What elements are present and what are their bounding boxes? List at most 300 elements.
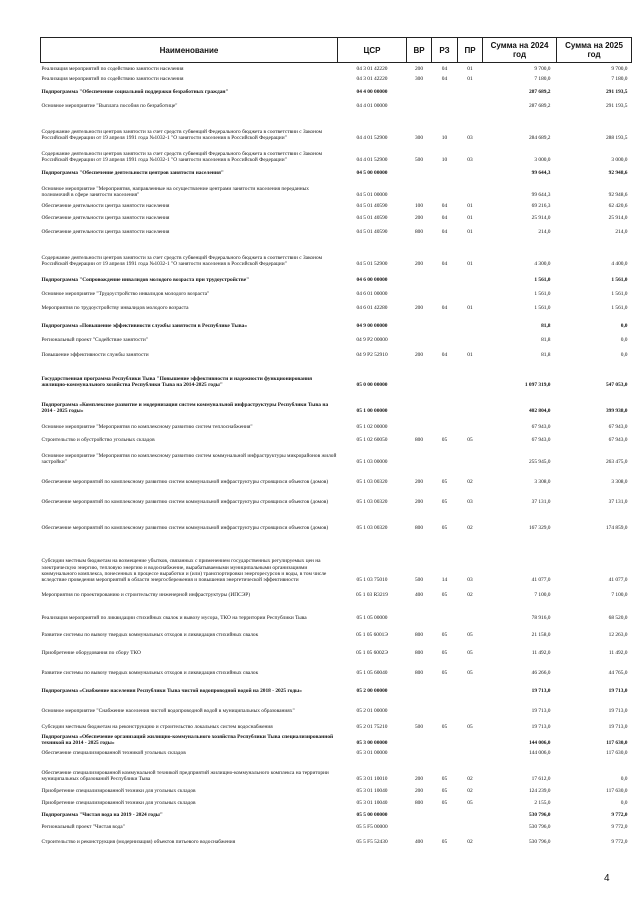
- row-name: Содержание деятельности центров занятости за счет средств субвенций Федерального бюджета в соответствии с Законом Российской Федерации от 19 апреля 1991 года №1032-1 "О занятости населения в Российской Федерации": [41, 150, 322, 164]
- row-vr: [407, 599, 432, 622]
- row-rz: 05: [441, 788, 448, 795]
- table-row: [41, 210, 632, 222]
- budget-table: [40, 37, 632, 846]
- row-sum-2025: 4 400,0: [611, 261, 628, 268]
- row-pr: 01: [467, 261, 473, 268]
- row-name: Подпрограмма «Повышение эффективности службы занятости в Республике Тыва»: [41, 323, 248, 330]
- row-pr: 03: [467, 157, 473, 164]
- row-csr: 05 1 00 00000: [356, 408, 388, 415]
- row-rz: [432, 330, 458, 344]
- row-sum-2025: 7 180,0: [611, 76, 628, 83]
- row-rz: 05: [441, 499, 448, 506]
- row-vr: [407, 415, 432, 431]
- row-pr: [458, 268, 483, 284]
- row-csr: 05 1 05 00000: [356, 615, 388, 622]
- table-row: [41, 73, 632, 83]
- row-sum-2024: 99 644,3: [531, 170, 551, 177]
- row-csr: 05 1 03 R3219: [356, 592, 388, 599]
- table-row: [41, 747, 632, 757]
- row-csr: 04 9 00 00000: [356, 323, 388, 330]
- row-vr: [407, 731, 432, 747]
- row-sum-2025: 67 943,0: [608, 424, 628, 431]
- row-csr: 05 3 00 00000: [356, 740, 388, 747]
- row-sum-2024: 284 689,2: [528, 135, 551, 142]
- table-row: [41, 312, 632, 330]
- row-pr: 02: [467, 479, 473, 486]
- table-row: [41, 695, 632, 715]
- row-name: Субсидии местным бюджетам на возмещение убытков, связанных с применением государственных регулируемых цен на электрическую энергию, тепловую энергию и водоснабжение, вырабатываемыми муниципальными организациями коммунального комплекса, понесенных в процессе выработки и (или) транспортировки энергоресурсов и воды, в том числе вследствие проведения мероприятий в области энергосбережения и повышения энергетической эффективности: [41, 558, 327, 584]
- row-sum-2025: 547 053,0: [605, 382, 628, 389]
- row-vr: [407, 164, 432, 177]
- row-name: Обеспечение мероприятий по комплексному развитию систем коммунальной инфраструктуры строящихся объектов (домов): [41, 479, 329, 486]
- table-row: [41, 110, 632, 142]
- row-sum-2025: 9 772,0: [611, 839, 628, 846]
- row-name: Развитие системы по вывозу твердых коммунальных отходов и ликвидация стихийных свалок: [41, 670, 259, 677]
- row-name: Обеспечение специализированной коммунальной техникой предприятий жилищно-коммунального комплекса на территории муниципальных образований Республики Тыва: [41, 769, 329, 783]
- row-rz: [432, 747, 458, 757]
- row-sum-2025: 0,0: [620, 800, 628, 807]
- row-pr: [458, 389, 483, 415]
- table-row: [41, 444, 632, 466]
- row-pr: [458, 695, 483, 715]
- row-sum-2025: 19 713,0: [608, 708, 628, 715]
- row-vr: 800: [414, 525, 424, 532]
- row-sum-2024: 7 100,0: [534, 592, 551, 599]
- row-vr: [407, 819, 432, 831]
- row-csr: 04 6 01 42280: [356, 305, 388, 312]
- row-name: Основное мероприятие "Мероприятия по комплексному развитию систем теплоснабжения": [41, 424, 253, 431]
- row-csr: 04 9 P2 52910: [356, 352, 388, 359]
- table-row: [41, 268, 632, 284]
- row-pr: 02: [467, 776, 473, 783]
- row-rz: 04: [441, 352, 448, 359]
- table-row: [41, 506, 632, 532]
- row-rz: 05: [441, 650, 448, 657]
- row-sum-2025: 92 948,6: [608, 192, 628, 199]
- row-name: Подпрограмма "Сопровождение инвалидов молодого возраста при трудоустройстве": [41, 277, 250, 284]
- row-sum-2025: 7 100,0: [611, 592, 628, 599]
- row-vr: 300: [414, 76, 424, 83]
- row-vr: [407, 96, 432, 110]
- row-sum-2024: 1 561,0: [534, 291, 551, 298]
- row-vr: 500: [414, 157, 424, 164]
- row-sum-2025: 67 943,0: [608, 437, 628, 444]
- table-row: [41, 677, 632, 695]
- row-sum-2025: 25 914,0: [608, 215, 628, 222]
- row-csr: 05 1 05 60040: [356, 670, 388, 677]
- row-sum-2025: 291 193,5: [605, 89, 628, 96]
- row-sum-2024: 46 266,0: [531, 670, 551, 677]
- row-sum-2025: 19 713,0: [608, 724, 628, 731]
- row-vr: [407, 747, 432, 757]
- table-row: [41, 298, 632, 312]
- row-csr: 05 5 F5 52430: [356, 839, 388, 846]
- row-csr: 04 5 01 40590: [356, 203, 388, 210]
- row-pr: [458, 312, 483, 330]
- row-vr: 200: [414, 261, 424, 268]
- row-vr: 800: [414, 650, 424, 657]
- row-name: Региональный проект "Содействие занятости": [41, 337, 148, 344]
- table-row: [41, 757, 632, 783]
- row-rz: [432, 695, 458, 715]
- row-name: Государственная программа Республики Тыва "Повышение эффективности и надежности функционирования жилищно-коммунального хозяйства Республики Тыва на 2014-2025 годы": [41, 375, 313, 389]
- row-vr: [407, 444, 432, 466]
- row-pr: [458, 330, 483, 344]
- row-csr: 04 3 01 42220: [356, 66, 388, 73]
- table-row: [41, 715, 632, 731]
- row-rz: 05: [441, 776, 448, 783]
- row-sum-2025: 11 492,0: [608, 650, 628, 657]
- row-sum-2024: 69 216,3: [531, 203, 551, 210]
- row-rz: 04: [441, 203, 448, 210]
- row-vr: [407, 312, 432, 330]
- col-header-rz: РЗ: [432, 38, 458, 63]
- row-pr: 03: [467, 135, 473, 142]
- row-csr: 05 1 05 6002Э: [356, 650, 388, 657]
- row-csr: 05 3 01 10010: [356, 776, 388, 783]
- row-sum-2025: 0,0: [620, 776, 628, 783]
- row-rz: 05: [441, 632, 448, 639]
- row-pr: [458, 677, 483, 695]
- row-csr: 04 5 01 52900: [356, 261, 388, 268]
- row-name: Мероприятия по проектированию и строительству инженерной инфраструктуры (ИПСЭР): [41, 592, 251, 599]
- row-csr: 05 1 05 6001Э: [356, 632, 388, 639]
- row-sum-2024: 530 796,0: [528, 839, 551, 846]
- row-rz: 05: [441, 437, 448, 444]
- row-sum-2025: 68 520,0: [608, 615, 628, 622]
- row-sum-2024: 144 006,0: [528, 740, 551, 747]
- table-row: [41, 783, 632, 795]
- row-name: Содержание деятельности центров занятости за счет средств субвенций Федерального бюджета в соответствии с Законом Российской Федерации от 19 апреля 1991 года №1032-1 "О занятости населения в Российской Федерации": [41, 128, 322, 142]
- row-sum-2025: 0,0: [620, 352, 628, 359]
- row-pr: 05: [467, 437, 473, 444]
- row-vr: [407, 177, 432, 199]
- row-rz: [432, 83, 458, 96]
- row-rz: [432, 599, 458, 622]
- row-csr: 04 5 01 00000: [356, 192, 388, 199]
- row-csr: 05 1 02 00000: [356, 424, 388, 431]
- row-sum-2025: 117 630,0: [606, 740, 628, 747]
- table-header-row: [41, 38, 632, 63]
- row-sum-2024: 3 000,0: [534, 157, 551, 164]
- row-pr: 01: [467, 229, 473, 236]
- row-name: Мероприятия по трудоустройству инвалидов молодого возраста: [41, 305, 189, 312]
- row-name: Обеспечение деятельности центра занятости населения: [41, 203, 170, 210]
- table-row: [41, 532, 632, 584]
- row-sum-2024: 11 492,0: [531, 650, 551, 657]
- row-name: Основное мероприятие "Выплата пособия по безработице": [41, 103, 178, 110]
- row-csr: 05 2 01 00000: [356, 708, 388, 715]
- row-vr: [407, 330, 432, 344]
- row-pr: 05: [467, 632, 473, 639]
- row-sum-2024: 99 644,3: [531, 192, 551, 199]
- row-name: Подпрограмма «Комплексное развитие и модернизация систем коммунальной инфраструктуры Республики Тыва на 2014 - 2025 годы»: [41, 401, 329, 415]
- row-rz: [432, 415, 458, 431]
- table-row: [41, 142, 632, 164]
- row-vr: 400: [414, 592, 424, 599]
- row-sum-2025: 214,0: [615, 229, 628, 236]
- row-sum-2024: 7 180,0: [534, 76, 551, 83]
- row-name: Подпрограмма "Обеспечение деятельности центров занятости населения": [41, 170, 224, 177]
- row-sum-2025: 117 630,0: [606, 750, 628, 757]
- row-csr: 05 1 03 75010: [356, 577, 388, 584]
- row-sum-2024: 402 804,0: [528, 408, 551, 415]
- row-name: Субсидии местным бюджетам на реконструкцию и строительство локальных систем водоснабжения: [41, 724, 273, 731]
- table-row: [41, 795, 632, 807]
- table-row: [41, 359, 632, 389]
- col-header-vr: ВР: [407, 38, 432, 63]
- row-vr: 200: [414, 776, 424, 783]
- row-pr: [458, 747, 483, 757]
- row-rz: 05: [441, 525, 448, 532]
- row-csr: 05 5 F5 00000: [356, 824, 388, 831]
- row-sum-2024: 17 612,0: [531, 776, 551, 783]
- row-sum-2025: 9 700,0: [611, 66, 628, 73]
- row-name: Обеспечение деятельности центра занятости населения: [41, 229, 170, 236]
- row-pr: 02: [467, 788, 473, 795]
- row-sum-2024: 19 713,0: [531, 688, 551, 695]
- row-sum-2025: 117 630,0: [606, 788, 628, 795]
- row-csr: 04 4 01 52900: [356, 135, 388, 142]
- row-rz: 04: [441, 76, 448, 83]
- page-number: 4: [604, 873, 610, 884]
- table-row: [41, 284, 632, 298]
- row-name: Приобретение специализированной техники для угольных складов: [41, 800, 196, 807]
- row-vr: 400: [414, 839, 424, 846]
- row-name: Основное мероприятие "Трудоустройство инвалидов молодого возраста": [41, 291, 210, 298]
- row-sum-2025: 263 475,0: [605, 459, 628, 466]
- table-row: [41, 431, 632, 444]
- row-csr: 04 4 00 00000: [356, 89, 388, 96]
- row-sum-2024: 1 561,0: [534, 277, 551, 284]
- row-name: Приобретение специализированной техники для угольных складов: [41, 788, 196, 795]
- row-name: Реализация мероприятий по ликвидации стихийных свалок и вывозу мусора, ТКО на территории Республики Тыва: [41, 615, 307, 622]
- row-pr: 01: [467, 352, 473, 359]
- table-row: [41, 236, 632, 268]
- table-row: [41, 622, 632, 639]
- row-rz: [432, 819, 458, 831]
- row-csr: 04 5 01 40590: [356, 215, 388, 222]
- row-pr: 03: [467, 499, 473, 506]
- table-row: [41, 63, 632, 73]
- row-sum-2025: 92 948,6: [608, 170, 628, 177]
- row-sum-2024: 214,0: [538, 229, 551, 236]
- row-name: Обеспечение мероприятий по комплексному развитию систем коммунальной инфраструктуры строящихся объектов (домов): [41, 499, 329, 506]
- col-header-sum-2025: Сумма на 2025 год: [557, 38, 632, 63]
- row-vr: 800: [414, 437, 424, 444]
- table-row: [41, 177, 632, 199]
- row-sum-2025: 19 713,0: [608, 688, 628, 695]
- row-csr: 05 2 01 75210: [356, 724, 388, 731]
- row-rz: 05: [441, 839, 448, 846]
- row-name: Реализация мероприятий по содействию занятости населения: [41, 66, 184, 73]
- table-row: [41, 831, 632, 846]
- row-name: Основное мероприятие "Снабжение населения чистой водопроводной водой в муниципальных образованиях": [41, 708, 295, 715]
- row-sum-2024: 167 329,0: [528, 525, 551, 532]
- row-rz: [432, 96, 458, 110]
- table-row: [41, 83, 632, 96]
- row-sum-2024: 124 239,0: [528, 788, 551, 795]
- table-row: [41, 466, 632, 486]
- row-csr: 05 1 03 00320: [356, 525, 388, 532]
- row-pr: [458, 444, 483, 466]
- row-pr: 02: [467, 839, 473, 846]
- row-sum-2025: 3 000,0: [611, 157, 628, 164]
- row-csr: 05 1 03 00320: [356, 479, 388, 486]
- row-name: Приобретение оборудования по сбору ТКО: [41, 650, 141, 657]
- row-rz: 05: [441, 724, 448, 731]
- row-sum-2025: 174 859,0: [605, 525, 628, 532]
- row-csr: 05 3 01 10040: [356, 788, 388, 795]
- row-vr: 800: [414, 800, 424, 807]
- row-rz: 05: [441, 800, 448, 807]
- row-vr: 200: [414, 788, 424, 795]
- row-sum-2024: 19 713,0: [531, 724, 551, 731]
- row-sum-2025: 9 772,0: [611, 824, 628, 831]
- row-pr: [458, 819, 483, 831]
- row-name: Реализация мероприятий по содействию занятости населения: [41, 76, 184, 83]
- row-name: Обеспечение мероприятий по комплексному развитию систем коммунальной инфраструктуры строящихся объектов (домов): [41, 525, 329, 532]
- row-pr: [458, 415, 483, 431]
- row-csr: 05 0 00 00000: [356, 382, 388, 389]
- table-row: [41, 731, 632, 747]
- table-row: [41, 639, 632, 657]
- col-header-pr: ПР: [458, 38, 483, 63]
- row-rz: [432, 312, 458, 330]
- col-header-csr: ЦСР: [338, 38, 407, 63]
- row-rz: 10: [441, 135, 448, 142]
- row-sum-2024: 67 943,0: [531, 424, 551, 431]
- row-rz: [432, 284, 458, 298]
- row-rz: 14: [441, 577, 448, 584]
- row-sum-2024: 25 914,0: [531, 215, 551, 222]
- row-csr: 05 1 03 00320: [356, 499, 388, 506]
- row-sum-2024: 1 561,0: [534, 305, 551, 312]
- row-sum-2025: 1 561,0: [611, 291, 628, 298]
- row-pr: [458, 599, 483, 622]
- row-pr: 01: [467, 203, 473, 210]
- row-sum-2025: 41 077,0: [608, 577, 628, 584]
- row-rz: 05: [441, 592, 448, 599]
- row-sum-2024: 78 916,0: [531, 615, 551, 622]
- row-vr: 200: [414, 215, 424, 222]
- row-sum-2025: 288 193,5: [605, 135, 628, 142]
- row-csr: 04 6 00 00000: [356, 277, 388, 284]
- row-vr: 500: [414, 577, 424, 584]
- row-sum-2025: 0,0: [620, 337, 628, 344]
- row-pr: [458, 284, 483, 298]
- row-name: Развитие системы по вывозу твердых коммунальных отходов и ликвидация стихийных свалок: [41, 632, 259, 639]
- row-sum-2024: 144 006,0: [528, 750, 551, 757]
- row-sum-2024: 67 943,0: [531, 437, 551, 444]
- table-body: [41, 63, 632, 846]
- row-pr: 02: [467, 592, 473, 599]
- row-rz: 10: [441, 157, 448, 164]
- row-rz: [432, 807, 458, 819]
- row-vr: [407, 695, 432, 715]
- row-sum-2025: 1 561,0: [611, 277, 628, 284]
- row-pr: 05: [467, 650, 473, 657]
- row-csr: 05 3 01 10040: [356, 800, 388, 807]
- row-sum-2025: 1 561,0: [611, 305, 628, 312]
- row-pr: [458, 359, 483, 389]
- row-sum-2024: 37 131,0: [531, 499, 551, 506]
- row-sum-2024: 4 300,0: [534, 261, 551, 268]
- table-row: [41, 584, 632, 599]
- row-name: Строительство и обустройство угольных складов: [41, 437, 155, 444]
- row-rz: [432, 731, 458, 747]
- row-rz: [432, 389, 458, 415]
- row-sum-2024: 530 796,0: [528, 824, 551, 831]
- row-vr: [407, 807, 432, 819]
- row-rz: 04: [441, 66, 448, 73]
- table-row: [41, 486, 632, 506]
- row-vr: [407, 268, 432, 284]
- row-csr: 05 5 00 00000: [356, 812, 388, 819]
- row-vr: 200: [414, 499, 424, 506]
- row-vr: 300: [414, 135, 424, 142]
- row-vr: [407, 83, 432, 96]
- table-row: [41, 344, 632, 359]
- row-vr: [407, 359, 432, 389]
- row-sum-2024: 530 796,0: [528, 812, 551, 819]
- row-pr: [458, 96, 483, 110]
- row-csr: 05 1 02 60050: [356, 437, 388, 444]
- row-vr: 800: [414, 632, 424, 639]
- row-csr: 05 2 00 00000: [356, 688, 388, 695]
- table-row: [41, 222, 632, 236]
- row-sum-2025: 62 420,6: [608, 203, 628, 210]
- row-csr: 04 4 01 00000: [356, 103, 388, 110]
- row-sum-2025: 44 765,0: [608, 670, 628, 677]
- row-sum-2025: 37 131,0: [608, 499, 628, 506]
- row-sum-2024: 2 155,0: [534, 800, 551, 807]
- table-row: [41, 657, 632, 677]
- row-vr: [407, 677, 432, 695]
- row-sum-2024: 255 945,0: [528, 459, 551, 466]
- row-rz: 04: [441, 305, 448, 312]
- row-sum-2025: 0,0: [620, 323, 628, 330]
- row-rz: [432, 359, 458, 389]
- row-sum-2024: 81,8: [541, 323, 551, 330]
- row-pr: 05: [467, 670, 473, 677]
- row-vr: 500: [414, 724, 424, 731]
- row-csr: 05 1 03 00000: [356, 459, 388, 466]
- row-rz: [432, 177, 458, 199]
- row-sum-2024: 41 077,0: [531, 577, 551, 584]
- row-name: Региональный проект "Чистая вода": [41, 824, 125, 831]
- table-row: [41, 199, 632, 210]
- row-rz: [432, 677, 458, 695]
- row-pr: 01: [467, 66, 473, 73]
- row-vr: 100: [414, 203, 424, 210]
- row-name: Основное мероприятие "Мероприятия по комплексному развитию систем коммунальной инфраструктуры микрорайонов жилой застройки": [41, 452, 337, 466]
- row-name: Обеспечение специализированной техникой угольных складов: [41, 750, 186, 757]
- row-name: Подпрограмма "Чистая вода на 2019 - 2024 годы": [41, 812, 163, 819]
- row-sum-2024: 21 158,0: [531, 632, 551, 639]
- row-csr: 04 5 00 00000: [356, 170, 388, 177]
- row-pr: [458, 83, 483, 96]
- row-name: Подпрограмма "Обеспечение социальной поддержки безработных граждан": [41, 89, 229, 96]
- row-rz: 04: [441, 215, 448, 222]
- row-vr: 800: [414, 670, 424, 677]
- row-name: Подпрограмма «Обеспечение организаций жилищно-коммунального хозяйства Республики Тыва специализированной техникой на 2014 - 2025 годы»: [41, 733, 334, 747]
- row-rz: 04: [441, 229, 448, 236]
- table-row: [41, 599, 632, 622]
- col-header-sum-2024: Сумма на 2024 год: [483, 38, 557, 63]
- table-row: [41, 96, 632, 110]
- row-sum-2024: 9 700,0: [534, 66, 551, 73]
